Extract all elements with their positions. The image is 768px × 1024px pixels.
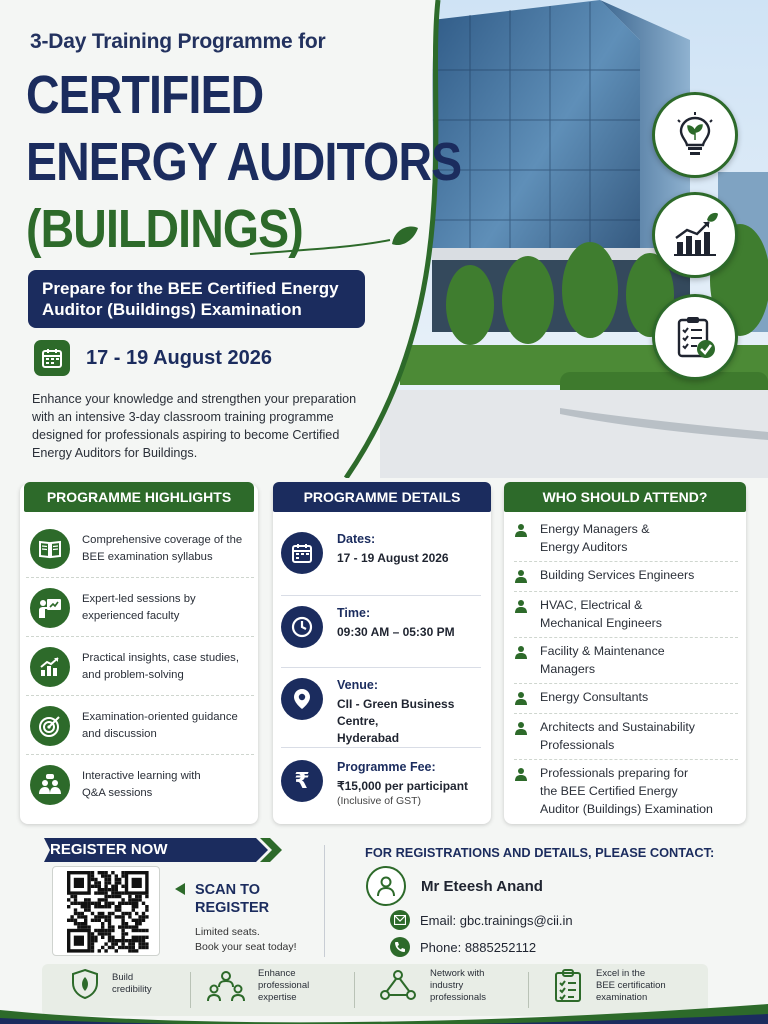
growth-chart-leaf-icon bbox=[652, 192, 738, 278]
seats-line-2: Book your seat today! bbox=[195, 941, 297, 953]
programme-highlights-card bbox=[20, 484, 258, 824]
email-icon bbox=[390, 910, 410, 930]
person-icon bbox=[514, 721, 528, 735]
contact-phone[interactable]: Phone: 8885252112 bbox=[420, 939, 537, 955]
benefit-text-line: examination bbox=[596, 992, 648, 1003]
fee-value: ₹15,000 per participant bbox=[337, 779, 469, 793]
person-icon bbox=[514, 767, 528, 781]
detail-dates bbox=[281, 532, 481, 596]
arrow-left-icon bbox=[173, 882, 187, 896]
detail-fee bbox=[281, 760, 481, 820]
audience-item bbox=[514, 520, 738, 562]
contact-email[interactable]: Email: gbc.trainings@cii.in bbox=[420, 912, 573, 928]
highlight-text-line: Q&A sessions bbox=[82, 787, 153, 799]
audience-text-line: the BEE Certified Energy bbox=[540, 784, 678, 798]
contact-heading: FOR REGISTRATIONS AND DETAILS, PLEASE CONTACT: bbox=[365, 845, 715, 860]
dates-label: Dates: bbox=[337, 532, 376, 546]
highlights-heading: PROGRAMME HIGHLIGHTS bbox=[24, 482, 254, 512]
exam-prep-banner bbox=[28, 270, 365, 328]
register-now-label[interactable]: REGISTER NOW bbox=[50, 841, 168, 858]
benefit-text-line: professional bbox=[258, 980, 310, 991]
highlight-item bbox=[26, 638, 254, 696]
benefit-text-line: expertise bbox=[258, 992, 297, 1003]
audience-text-line: Energy Auditors bbox=[540, 540, 628, 554]
who-should-attend-card bbox=[504, 484, 746, 824]
person-icon bbox=[514, 645, 528, 659]
benefit-item bbox=[70, 968, 152, 1000]
benefit-text-line: industry bbox=[430, 980, 464, 991]
highlight-item bbox=[26, 756, 254, 814]
audience-item bbox=[514, 718, 738, 760]
seats-note bbox=[195, 925, 315, 955]
audience-text-line: Energy Managers & bbox=[540, 522, 650, 536]
audience-text-line: Building Services Engineers bbox=[540, 568, 695, 582]
details-heading: PROGRAMME DETAILS bbox=[273, 482, 491, 512]
phone-icon bbox=[390, 937, 410, 957]
team-icon bbox=[206, 969, 246, 1003]
scan-to-register bbox=[195, 881, 295, 917]
venue-line-2: Hyderabad bbox=[337, 731, 400, 745]
benefit-item bbox=[206, 968, 309, 1004]
fee-note: (Inclusive of GST) bbox=[337, 795, 422, 807]
fee-label: Programme Fee: bbox=[337, 760, 436, 774]
audience-text-line: Energy Consultants bbox=[540, 690, 649, 704]
audience-heading: WHO SHOULD ATTEND? bbox=[504, 482, 746, 512]
benefit-item bbox=[378, 968, 486, 1004]
audience-text-line: HVAC, Electrical & bbox=[540, 598, 643, 612]
detail-venue bbox=[281, 678, 481, 748]
title-line-1: CERTIFIED bbox=[26, 65, 264, 125]
hero-dates: 17 - 19 August 2026 bbox=[86, 346, 273, 369]
target-icon bbox=[30, 706, 70, 746]
person-icon bbox=[514, 691, 528, 705]
chart-icon bbox=[30, 647, 70, 687]
highlight-text-line: Practical insights, case studies, bbox=[82, 651, 239, 664]
section-divider bbox=[324, 845, 325, 957]
person-icon bbox=[514, 569, 528, 583]
seats-line-1: Limited seats. bbox=[195, 926, 260, 938]
highlight-item bbox=[26, 697, 254, 755]
contact-name: Mr Eteesh Anand bbox=[421, 878, 543, 895]
clock-icon bbox=[281, 606, 323, 648]
programme-details-card bbox=[273, 484, 491, 824]
intro-paragraph: Enhance your knowledge and strengthen your preparation with an intensive 3-day classroom training programme designed for professionals aspiring to become Certified Energy Auditors for Buildings. bbox=[32, 392, 357, 460]
highlight-item bbox=[26, 579, 254, 637]
highlight-text-line: and discussion bbox=[82, 727, 157, 740]
audience-item bbox=[514, 642, 738, 684]
calendar-icon bbox=[281, 532, 323, 574]
benefit-text-line: Build bbox=[112, 972, 134, 983]
book-icon bbox=[30, 529, 70, 569]
title-line-3: (BUILDINGS) bbox=[26, 199, 303, 259]
contact-person-icon bbox=[366, 866, 406, 906]
highlight-text-line: Examination-oriented guidance bbox=[82, 710, 238, 723]
highlight-text-line: BEE examination syllabus bbox=[82, 550, 213, 563]
person-icon bbox=[514, 523, 528, 537]
presenter-icon bbox=[30, 588, 70, 628]
detail-time bbox=[281, 606, 481, 668]
rupee-icon: ₹ bbox=[281, 760, 323, 802]
location-pin-icon bbox=[281, 678, 323, 720]
clipboard-icon bbox=[552, 969, 584, 1003]
audience-text-line: Professionals preparing for bbox=[540, 766, 689, 780]
scan-line-2: REGISTER bbox=[195, 900, 270, 916]
hero-section bbox=[0, 0, 768, 478]
audience-text-line: Auditor (Buildings) Examination bbox=[540, 802, 713, 816]
time-label: Time: bbox=[337, 606, 371, 620]
contact-email-row[interactable] bbox=[390, 910, 573, 930]
shield-icon bbox=[70, 968, 100, 1000]
benefit-text-line: professionals bbox=[430, 992, 486, 1003]
dates-value: 17 - 19 August 2026 bbox=[337, 551, 449, 565]
lightbulb-leaf-icon bbox=[652, 92, 738, 178]
hero-date-row bbox=[34, 340, 272, 376]
highlight-text-line: Comprehensive coverage of the bbox=[82, 533, 243, 546]
time-value: 09:30 AM – 05:30 PM bbox=[337, 625, 455, 639]
audience-text-line: Professionals bbox=[540, 738, 615, 752]
highlight-item bbox=[26, 520, 254, 578]
benefit-text-line: Network with bbox=[430, 968, 485, 979]
benefit-text-line: credibility bbox=[112, 984, 152, 995]
exam-prep-line-1: Prepare for the BEE Certified Energy bbox=[42, 279, 339, 298]
calendar-icon bbox=[34, 340, 70, 376]
highlight-text-line: and problem-solving bbox=[82, 668, 184, 681]
contact-phone-row[interactable] bbox=[390, 937, 536, 957]
audience-item bbox=[514, 596, 738, 638]
benefit-item bbox=[552, 968, 666, 1004]
audience-item bbox=[514, 566, 738, 592]
audience-text-line: Managers bbox=[540, 662, 596, 676]
audience-text-line: Architects and Sustainability bbox=[540, 720, 695, 734]
kicker-text: 3-Day Training Programme for bbox=[30, 30, 326, 53]
audience-item bbox=[514, 688, 738, 714]
group-icon bbox=[30, 765, 70, 805]
audience-item bbox=[514, 764, 738, 822]
audience-text-line: Mechanical Engineers bbox=[540, 616, 662, 630]
network-icon bbox=[378, 969, 418, 1003]
bottom-swoosh bbox=[0, 1000, 768, 1024]
highlight-text-line: experienced faculty bbox=[82, 609, 180, 622]
checklist-icon bbox=[652, 294, 738, 380]
person-icon bbox=[514, 599, 528, 613]
title-line-2: ENERGY AUDITORS bbox=[26, 132, 462, 192]
benefit-text-line: BEE certification bbox=[596, 980, 666, 991]
qr-code-pattern bbox=[53, 867, 159, 955]
audience-text-line: Facility & Maintenance bbox=[540, 644, 665, 658]
scan-line-1: SCAN TO bbox=[195, 882, 260, 898]
benefit-text-line: Enhance bbox=[258, 968, 296, 979]
venue-line-1: CII - Green Business Centre, bbox=[337, 697, 455, 728]
registration-qr-code[interactable] bbox=[52, 866, 160, 956]
highlight-text-line: Expert-led sessions by bbox=[82, 592, 196, 605]
venue-label: Venue: bbox=[337, 678, 378, 692]
exam-prep-line-2: Auditor (Buildings) Examination bbox=[42, 300, 302, 319]
benefit-text-line: Excel in the bbox=[596, 968, 646, 979]
highlight-text-line: Interactive learning with bbox=[82, 770, 201, 782]
